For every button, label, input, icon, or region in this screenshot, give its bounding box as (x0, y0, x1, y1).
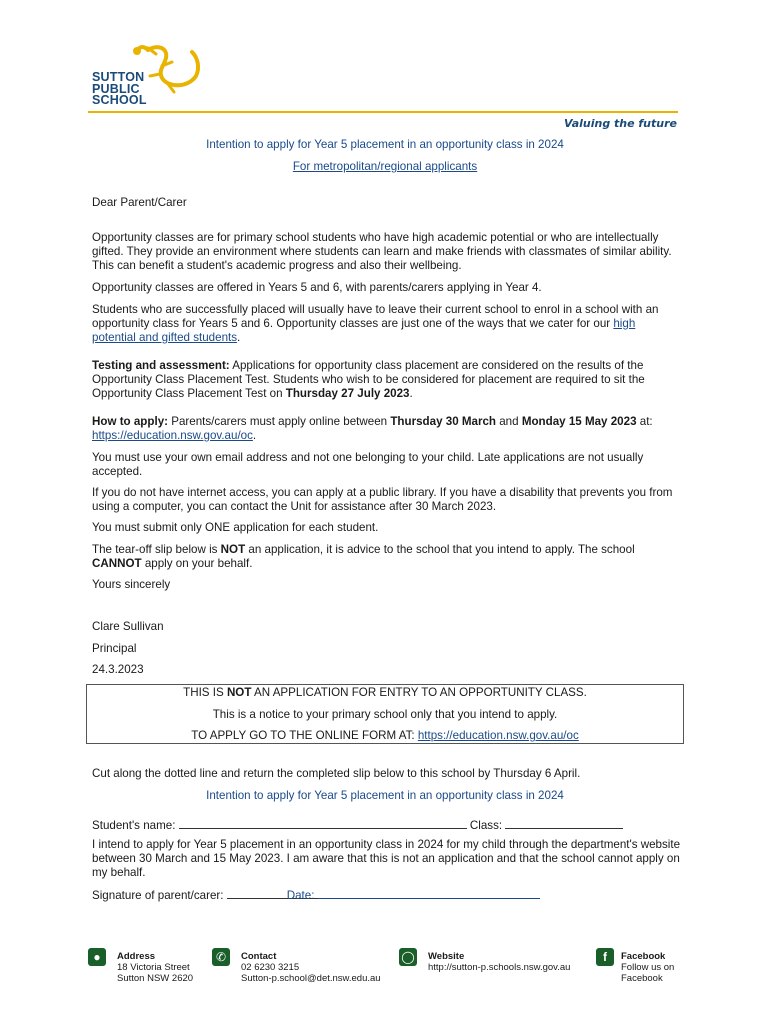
class-field[interactable] (505, 817, 623, 829)
paragraph-text: Parents/carers must apply online between (168, 415, 391, 428)
footer-facebook (621, 951, 674, 984)
footer-website-title: Website (428, 951, 465, 962)
footer-address (117, 951, 193, 984)
paragraph (92, 303, 682, 345)
emphasis: CANNOT (92, 557, 142, 570)
paragraph-text: and (496, 415, 522, 428)
school-name-line: PUBLIC (92, 81, 140, 96)
paragraph (92, 359, 682, 401)
paragraph-text: . (252, 429, 257, 442)
salutation: Dear Parent/Carer (92, 196, 187, 209)
school-name-line: SUTTON (92, 70, 145, 84)
emphasis: NOT (220, 543, 246, 556)
notice-text: AN APPLICATION FOR ENTRY TO AN OPPORTUNITY CLASS. (251, 686, 587, 699)
notice-line: This is a notice to your primary school only that you intend to apply. (212, 708, 558, 721)
letter-subtitle: For metropolitan/regional applicants (292, 160, 478, 173)
signatory-role: Principal (92, 642, 137, 655)
paragraph: You must submit only ONE application for each student. (92, 521, 379, 534)
notice-line (86, 686, 684, 700)
student-name-field[interactable] (179, 817, 467, 829)
footer-website (428, 951, 570, 973)
footer-address-line: 18 Victoria Street (117, 962, 190, 973)
paragraph: Opportunity classes are offered in Years 5 and 6, with parents/carers applying in Year 4. (92, 281, 542, 294)
location-pin-icon: ● (88, 948, 106, 966)
footer-email[interactable]: Sutton-p.school@det.nsw.edu.au (241, 973, 381, 984)
test-date: Thursday 27 July 2023 (285, 387, 410, 400)
footer-contact (241, 951, 381, 984)
gifted-students-link[interactable]: high potential and gifted students (92, 317, 636, 344)
footer-contact-title: Contact (241, 951, 277, 962)
apply-end-date: Monday 15 May 2023 (521, 415, 637, 428)
phone-icon: ✆ (212, 948, 230, 966)
letter-title: Intention to apply for Year 5 placement in an opportunity class in 2024 (206, 138, 564, 151)
tagline: Valuing the future (564, 117, 677, 130)
paragraph-text: at: (636, 415, 653, 428)
paragraph-text: Applications for opportunity class placement are considered on the results of the Opportunity Class Placement Test. Students who wish to be considered for placement are required to sit the Opportunity Class Placement Test on (92, 359, 645, 400)
facebook-icon: f (596, 948, 614, 966)
footer-address-line: Sutton NSW 2620 (117, 973, 194, 984)
paragraph: Opportunity classes are for primary school students who have high academic potential or who are intellectually gifted. They provide an environment where students can learn and make friends with classmates of similar ability. This can benefit a student's academic progress and also their wellbeing. (92, 231, 672, 272)
signatory-name: Clare Sullivan (92, 620, 164, 633)
paragraph: You must use your own email address and not one belonging to your child. Late applications are not usually accepted. (92, 451, 644, 478)
notice-text: THIS IS (183, 686, 227, 699)
footer-facebook-link[interactable]: Facebook (621, 973, 663, 984)
school-name (92, 72, 147, 107)
paragraph (92, 415, 682, 443)
paragraph-text: an application, it is advice to the school that you intend to apply. The school (245, 543, 635, 556)
paragraph-text: The tear-off slip below is (92, 543, 221, 556)
notice-line (86, 729, 684, 743)
footer-phone: 02 6230 3215 (241, 962, 300, 973)
footer-facebook-line: Follow us on (621, 962, 675, 973)
closing: Yours sincerely (92, 578, 171, 591)
paragraph-text: . (409, 387, 413, 400)
signature-row (92, 887, 682, 903)
apply-link[interactable]: https://education.nsw.gov.au/oc (92, 429, 253, 442)
date-label: Date: (286, 889, 315, 902)
notice-text: TO APPLY GO TO THE ONLINE FORM AT: (191, 729, 418, 742)
paragraph-heading: Testing and assessment: (92, 359, 230, 372)
slip-statement: I intend to apply for Year 5 placement in an opportunity class in 2024 for my child through the department's website between 30 March and 15 May 2023. I am aware that this is not an application and that the school cannot apply on my behalf. (92, 838, 681, 879)
class-label: Class: (469, 819, 503, 832)
footer-facebook-title: Facebook (621, 951, 666, 962)
cut-instruction: Cut along the dotted line and return the completed slip below to this school by Thursday 6 April. (92, 767, 581, 780)
paragraph (92, 543, 682, 571)
student-name-label: Student's name: (92, 819, 176, 832)
signature-label: Signature of parent/carer: (92, 889, 224, 902)
footer-website-url[interactable]: http://sutton-p.schools.nsw.gov.au (428, 962, 571, 973)
date-field[interactable] (318, 887, 540, 899)
paragraph-text: Students who are successfully placed will usually have to leave their current school to enrol in a school with an opportunity class for Years 5 and 6. Opportunity classes are just one of the ways that we cater for our (92, 303, 659, 330)
paragraph-text: apply on your behalf. (141, 557, 253, 570)
paragraph-text: . (237, 331, 241, 344)
header-divider (88, 111, 678, 113)
school-name-line: SCHOOL (92, 93, 147, 107)
online-form-link[interactable]: https://education.nsw.gov.au/oc (417, 729, 579, 742)
paragraph-heading: How to apply: (92, 415, 168, 428)
slip-title: Intention to apply for Year 5 placement in an opportunity class in 2024 (206, 789, 564, 802)
emphasis: NOT (226, 686, 252, 699)
student-name-row (92, 817, 682, 833)
globe-icon: ◯ (399, 948, 417, 966)
paragraph: If you do not have internet access, you can apply at a public library. If you have a disability that prevents you from using a computer, you can contact the Unit for assistance after 30 March 2023. (92, 486, 673, 513)
footer-address-title: Address (117, 951, 156, 962)
apply-start-date: Thursday 30 March (390, 415, 497, 428)
letter-date: 24.3.2023 (92, 663, 144, 676)
